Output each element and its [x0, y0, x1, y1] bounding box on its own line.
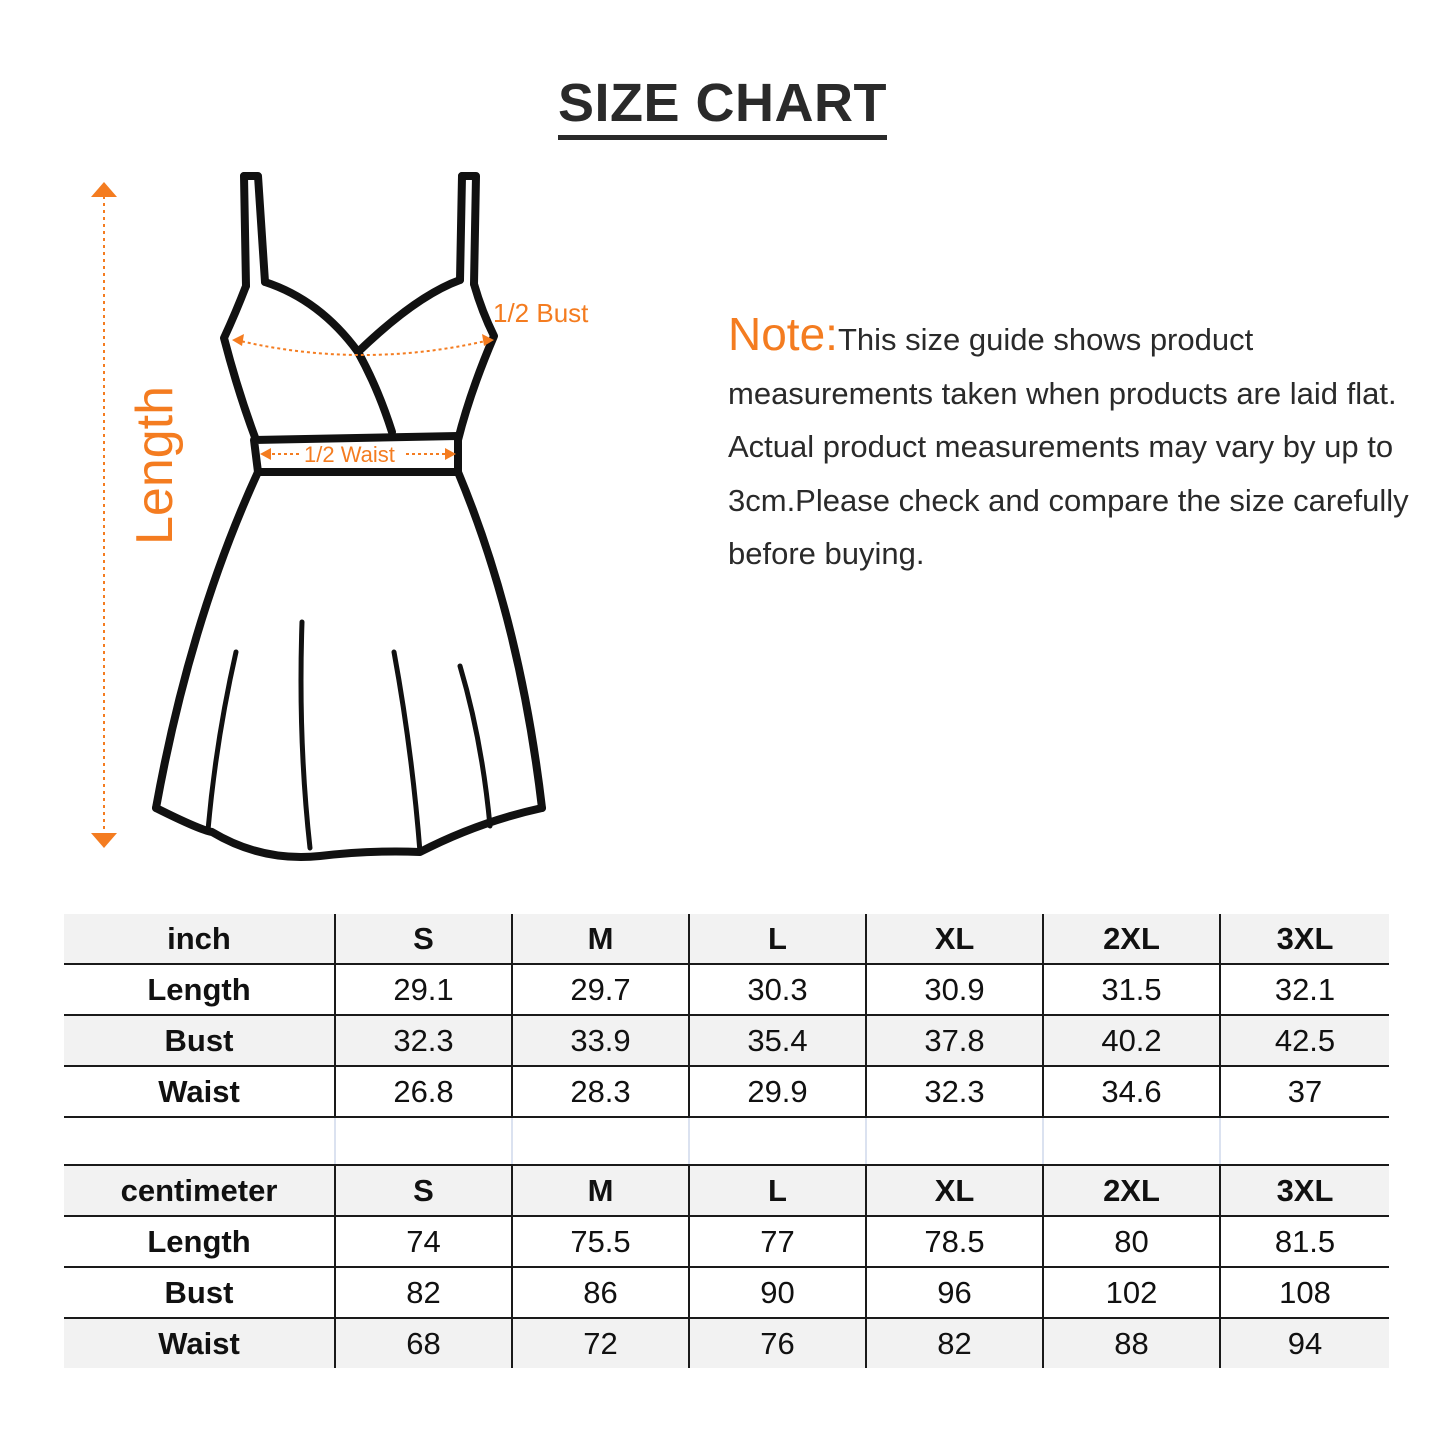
table-cell: 88 — [1043, 1318, 1220, 1368]
note-heading: Note: — [728, 308, 838, 360]
table-cell: 34.6 — [1043, 1066, 1220, 1117]
table-cell: 80 — [1043, 1216, 1220, 1267]
row-label: Length — [64, 964, 335, 1015]
unit-label-centimeter: centimeter — [64, 1165, 335, 1216]
row-label: Bust — [64, 1267, 335, 1318]
table-cell: 82 — [866, 1318, 1043, 1368]
table-cell: 77 — [689, 1216, 866, 1267]
table-row — [64, 964, 1389, 1015]
table-cell: 32.3 — [335, 1015, 512, 1066]
spacer-cell — [1043, 1117, 1220, 1165]
size-header: M — [512, 1165, 689, 1216]
table-cell: 90 — [689, 1267, 866, 1318]
spacer-cell — [512, 1117, 689, 1165]
table-cell: 30.3 — [689, 964, 866, 1015]
table-cell: 28.3 — [512, 1066, 689, 1117]
length-label: Length — [126, 385, 184, 545]
page-title-wrap — [0, 72, 1445, 134]
page-title: SIZE CHART — [558, 73, 887, 140]
size-header: XL — [866, 1165, 1043, 1216]
dress-outline — [156, 176, 542, 857]
waist-label: 1/2 Waist — [304, 442, 395, 467]
cm-header-row — [64, 1165, 1389, 1216]
table-cell: 42.5 — [1220, 1015, 1389, 1066]
size-header: L — [689, 914, 866, 964]
table-cell: 68 — [335, 1318, 512, 1368]
table-cell: 35.4 — [689, 1015, 866, 1066]
skirt-folds — [208, 622, 490, 852]
spacer-cell — [689, 1117, 866, 1165]
spacer-cell — [64, 1117, 335, 1165]
table-cell: 96 — [866, 1267, 1043, 1318]
table-row — [64, 1216, 1389, 1267]
length-arrow — [91, 182, 117, 848]
table-row — [64, 1015, 1389, 1066]
table-cell: 40.2 — [1043, 1015, 1220, 1066]
note-block — [728, 308, 1418, 581]
table-cell: 29.9 — [689, 1066, 866, 1117]
table-cell: 37 — [1220, 1066, 1389, 1117]
table-cell: 82 — [335, 1267, 512, 1318]
row-label: Bust — [64, 1015, 335, 1066]
table-cell: 37.8 — [866, 1015, 1043, 1066]
size-header: 3XL — [1220, 1165, 1389, 1216]
table-cell: 76 — [689, 1318, 866, 1368]
size-header: 2XL — [1043, 914, 1220, 964]
row-label: Length — [64, 1216, 335, 1267]
table-cell: 74 — [335, 1216, 512, 1267]
spacer-cell — [1220, 1117, 1389, 1165]
unit-label-inch: inch — [64, 914, 335, 964]
size-header: XL — [866, 914, 1043, 964]
row-label: Waist — [64, 1066, 335, 1117]
table-cell: 78.5 — [866, 1216, 1043, 1267]
size-table — [64, 914, 1389, 1368]
size-header: S — [335, 914, 512, 964]
table-cell: 72 — [512, 1318, 689, 1368]
inch-header-row — [64, 914, 1389, 964]
table-cell: 81.5 — [1220, 1216, 1389, 1267]
table-cell: 94 — [1220, 1318, 1389, 1368]
table-cell: 32.3 — [866, 1066, 1043, 1117]
spacer-cell — [866, 1117, 1043, 1165]
table-cell: 108 — [1220, 1267, 1389, 1318]
row-label: Waist — [64, 1318, 335, 1368]
table-row — [64, 1066, 1389, 1117]
size-header: 3XL — [1220, 914, 1389, 964]
note-body: This size guide shows product measurements taken when products are laid flat. Actual product measurements may vary by up to 3cm.Please check and compare the size carefully before buying. — [728, 322, 1409, 571]
table-cell: 33.9 — [512, 1015, 689, 1066]
spacer-cell — [335, 1117, 512, 1165]
table-cell: 32.1 — [1220, 964, 1389, 1015]
table-cell: 102 — [1043, 1267, 1220, 1318]
table-cell: 31.5 — [1043, 964, 1220, 1015]
table-cell: 30.9 — [866, 964, 1043, 1015]
bust-label: 1/2 Bust — [493, 298, 589, 328]
table-cell: 26.8 — [335, 1066, 512, 1117]
size-header: S — [335, 1165, 512, 1216]
table-cell: 75.5 — [512, 1216, 689, 1267]
table-cell: 86 — [512, 1267, 689, 1318]
table-cell: 29.1 — [335, 964, 512, 1015]
size-header: 2XL — [1043, 1165, 1220, 1216]
size-header: M — [512, 914, 689, 964]
table-cell: 29.7 — [512, 964, 689, 1015]
table-row — [64, 1267, 1389, 1318]
table-spacer-row — [64, 1117, 1389, 1165]
table-row — [64, 1318, 1389, 1368]
dress-diagram — [0, 140, 700, 880]
size-header: L — [689, 1165, 866, 1216]
